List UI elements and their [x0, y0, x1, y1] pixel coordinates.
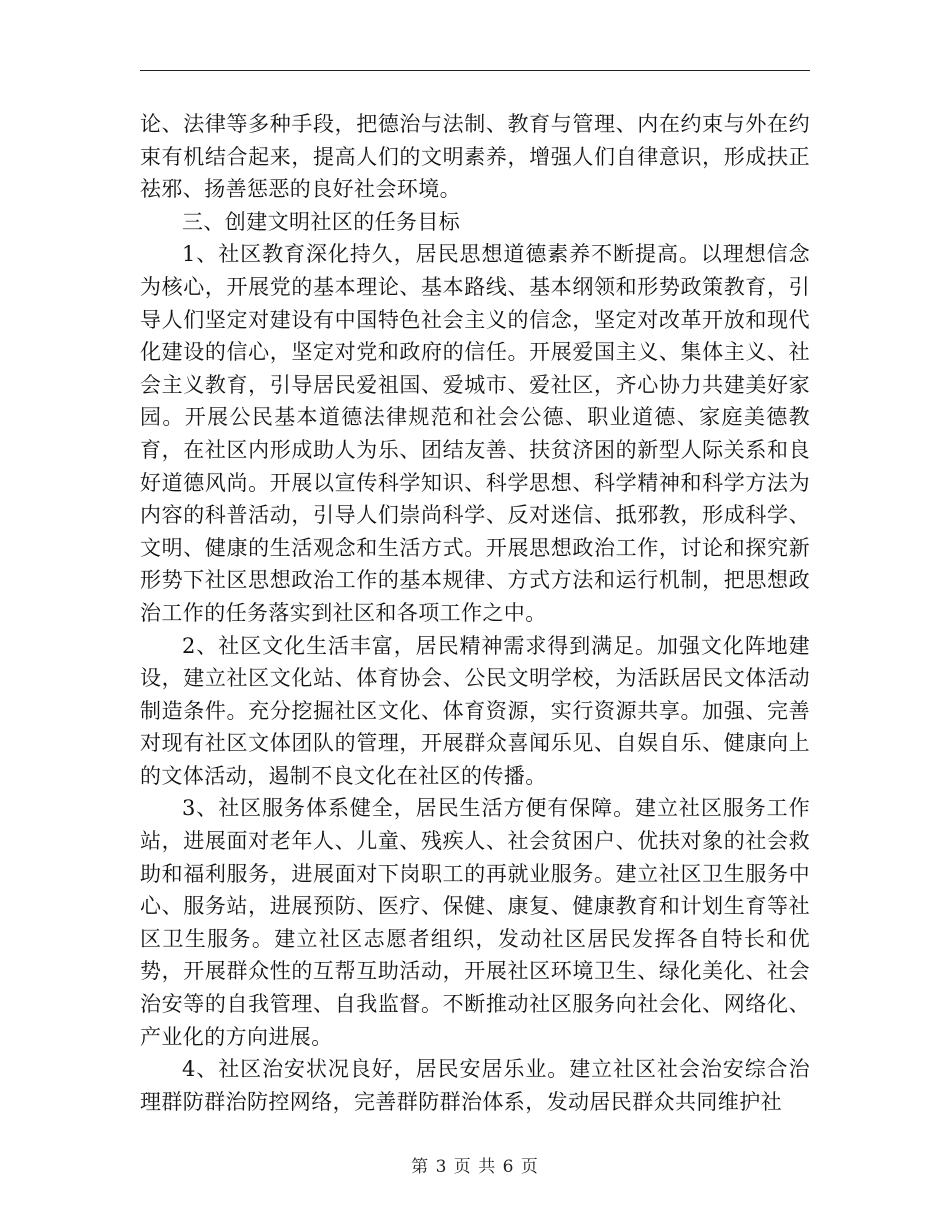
- paragraph-item-3: 3、社区服务体系健全，居民生活方便有保障。建立社区服务工作站，进展面对老年人、儿童、残疾人、社会贫困户、优扶对象的社会救助和福利服务，进展面对下岗职工的再就业服务。建立社区卫生服务中心、服务站，进展预防、医疗、保健、康复、健康教育和计划生育等社区卫生服务。建立社区志愿者组织，发动社区居民发挥各自特长和优势，开展群众性的互帮互助活动，开展社区环境卫生、绿化美化、社会治安等的自我管理、自我监督。不断推动社区服务向社会化、网络化、产业化的方向进展。: [140, 796, 810, 1049]
- paragraph-continuation: 论、法律等多种手段，把德治与法制、教育与管理、内在约束与外在约束有机结合起来，提高人们的文明素养，增强人们自律意识，形成扶正祛邪、扬善惩恶的良好社会环境。: [140, 112, 810, 202]
- header-rule: [140, 70, 810, 71]
- paragraph-item-1: 1、社区教育深化持久，居民思想道德素养不断提高。以理想信念为核心，开展党的基本理论、基本路线、基本纲领和形势政策教育，引导人们坚定对建设有中国特色社会主义的信念，坚定对改革开放和现代化建设的信心，坚定对党和政府的信任。开展爱国主义、集体主义、社会主义教育，引导居民爱祖国、爱城市、爱社区，齐心协力共建美好家园。开展公民基本道德法律规范和社会公德、职业道德、家庭美德教育，在社区内形成助人为乐、团结友善、扶贫济困的新型人际关系和良好道德风尚。开展以宣传科学知识、科学思想、科学精神和科学方法为内容的科普活动，引导人们崇尚科学、反对迷信、抵邪教，形成科学、文明、健康的生活观念和生活方式。开展思想政治工作，讨论和探究新形势下社区思想政治工作的基本规律、方式方法和运行机制，把思想政治工作的任务落实到社区和各项工作之中。: [140, 242, 810, 625]
- page-number-footer: 第 3 页 共 6 页: [411, 1157, 539, 1177]
- paragraph-item-4: 4、社区治安状况良好，居民安居乐业。建立社区社会治安综合治理群防群治防控网络，完善群防群治体系，发动居民群众共同维护社: [140, 1057, 810, 1114]
- section-heading: 三、创建文明社区的任务目标: [182, 209, 461, 234]
- paragraph-item-2: 2、社区文化生活丰富，居民精神需求得到满足。加强文化阵地建设，建立社区文化站、体育协会、公民文明学校，为活跃居民文体活动制造条件。充分挖掘社区文化、体育资源，实行资源共享。加强、完善对现有社区文体团队的管理，开展群众喜闻乐见、自娱自乐、健康向上的文体活动，遏制不良文化在社区的传播。: [140, 633, 810, 788]
- document-body: [140, 108, 810, 1118]
